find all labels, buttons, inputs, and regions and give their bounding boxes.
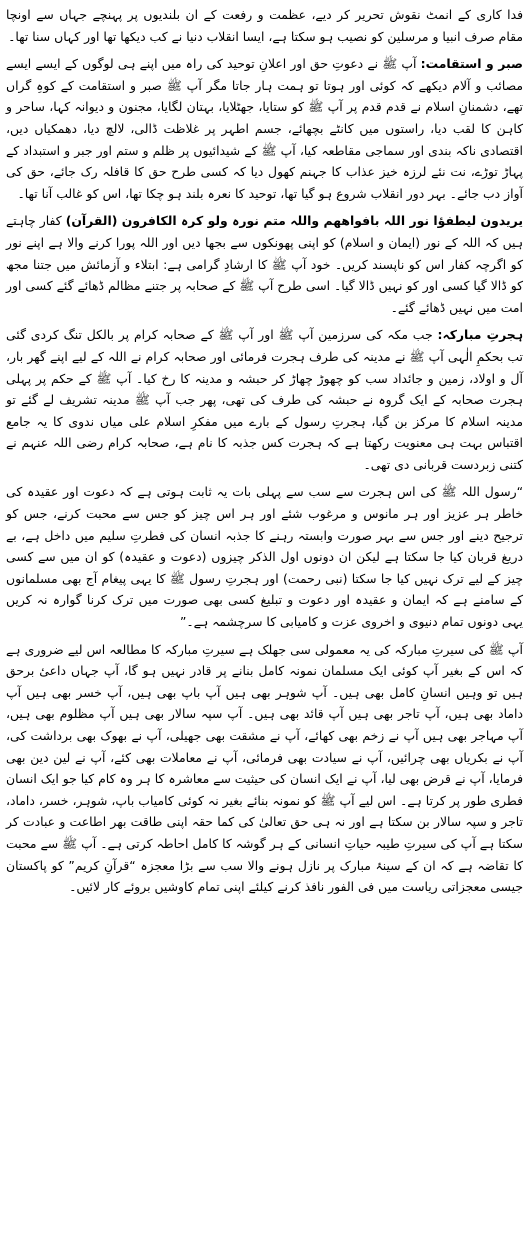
paragraph-text: آپ ﷺ کی سیرتِ مبارکہ کی یہ معمولی سی جھلک ہے سیرتِ مبارکہ کا مطالعہ اس لیے ضروری ہے کہ اس کے بغیر آپ کوئی ایک مسلمان نمونہ کامل بنانے پر قادر نہیں ہو گا، آپ جہاں داعیٔ برحق ہیں تو وہیں انسانِ کامل بھی ہیں۔ آپ شوہر بھی ہیں آپ باپ بھی ہیں، آپ خسر بھی ہیں آپ داماد بھی ہیں، آپ تاجر بھی ہیں آپ قائد بھی ہیں۔ آپ سپہ سالار بھی ہیں آپ مظلوم بھی ہیں، آپ مہاجر بھی ہیں آپ نے زخم بھی کھائے، آپ نے مشقت بھی جھیلی، آپ نے بھوک بھی برداشت کی، آپ نے بکریاں بھی چرائیں، آپ نے سیادت بھی فرمائی، آپ نے معاملات بھی کئے، آپ نے لین دین بھی فرمایا، آپ نے قرض بھی لیا، آپ نے ایک انسان کی حیثیت سے معاشرہ کا ہر وہ کام کیا جو ایک انسان فطری طور پر کرتا ہے۔ اس لیے آپ ﷺ کو نمونہ بنائے بغیر نہ کوئی کامیاب باپ، شوہر، خسر، داماد، تاجر و سپہ سالار بن سکتا ہے اور نہ ہی حق تعالیٰ کی کما حقہ اپنی طاقت بھر اطاعت و عبادت کر سکتا ہے آپ کی سیرتِ طیبہ حیاتِ انسانی کے ہر گوشہ کا کامل احاطہ کرتی ہے۔ آپ ﷺ سے محبت کا تقاضہ ہے کہ ان کے سینۂ مبارک پر نازل ہونے والا سب سے بڑا معجزہ “قرآنِ کریم” کو پاکستان جیسی معجزاتی ریاست میں فی الفور نافذ کرنے کیلئے اپنی تمام کاوشیں بروئے کار لائیں۔ — [6, 641, 523, 895]
paragraph-heading: صبر و استقامت: — [420, 56, 523, 72]
paragraph-text: آپ ﷺ نے دعوتِ حق اور اعلانِ توحید کی راہ میں اپنے ہی لوگوں کے ایسے ایسے مصائب و آلام دیکھے کہ کوئی اور ہوتا تو ہمت ہار جاتا مگر آپ ﷺ صبر و استقامت کے کوہِ گراں تھے، دشمنانِ اسلام نے قدم قدم پر آپ ﷺ کو ستایا، جھٹلایا، بہتان لگایا، مجنون و دیوانہ کہا، ساحر و کاہن کا لقب دیا، راستوں میں کانٹے بچھائے، جسم اطہر پر غلاظت ڈالی، لالچ دیا، دھمکیاں دیں، اقتصادی ناکہ بندی اور سماجی مقاطعہ کیا، آپ ﷺ کے شیدائیوں پر ظلم و ستم اور جبر و استبداد کے پہاڑ توڑے، نت نئے لرزہ خیز عذاب کا جہنم کھول دیا کہ کسی طرح حق کا قافلہ رک جائے، حق کی آواز دب جائے۔ بہر دور انقلاب شروع ہو گیا تھا، توحید کا نعرہ بلند ہو چکا تھا، اس کو غالب آنا تھا۔ — [6, 56, 523, 201]
paragraph-hijrat — [6, 324, 523, 475]
paragraph-sabr-o-istiqamat — [6, 53, 523, 204]
paragraph-seerat — [6, 639, 523, 898]
paragraph-text: فدا کاری کے انمٹ نقوش تحریر کر دیے، عظمت و رفعت کے ان بلندیوں پر پہنچے جہاں سے اونچا مقام صرف انبیا و مرسلین کو نصیب ہو سکتا ہے، ایسا انقلاب دنیا نے کب دیکھا تھا اور کہاں سنا تھا۔ — [6, 7, 523, 44]
paragraph-quotation — [6, 481, 523, 632]
paragraph-text: جب مکہ کی سرزمین آپ ﷺ اور آپ ﷺ کے صحابہ کرام پر بالکل تنگ کردی گئی تب بحکمِ الٰہی آپ ﷺ نے مدینہ کی طرف ہجرت فرمائی اور صحابہ کرام نے اللہ کے لیے اپنے گھر بار، آل و اولاد، زمین و جائداد سب کو چھوڑ چھاڑ کر حبشہ و مدینہ کا رخ کیا۔ آپ ﷺ کے حکم پر پہلی ہجرت صحابہ کے ایک گروہ نے حبشہ کی طرف کی تھی، پھر جب آپ ﷺ مدینہ تشریف لے گئے تو مدینہ اسلام کا مرکز بن گیا، ہجرتِ رسول کے بارے میں مفکرِ اسلام علی میاں ندوی کا یہ جامع اقتباس بہت ہی معنویت رکھتا ہے کہ ہجرت کس جذبہ کا نام ہے، صحابہ کرام رضی اللہ عنہم نے کتنی زبردست قربانی دی تھی۔ — [6, 327, 523, 472]
quran-verse: یریدون لیطفؤا نور اللہ بافواھھم واللہ متم نورہ ولو کرہ الکافرون (القرآن) — [65, 213, 524, 229]
document-page — [6, 4, 523, 1254]
paragraph-heading: ہجرتِ مبارکہ: — [437, 327, 523, 343]
quotation-text: “رسول اللہ ﷺ کی اس ہجرت سے سب سے پہلی بات یہ ثابت ہوتی ہے کہ دعوت اور عقیدہ کی خاطر ہر عزیز اور ہر مانوس و مرغوب شئے اور ہر اس چیز کو جس سے محبت کرنے، جس کو ترجیح دینے اور جس سے بہر صورت وابستہ رہنے کا جذبہ انسان کی فطرتِ سلیم میں داخل ہے، بے دریغ قربان کیا جا سکتا ہے لیکن ان دونوں اول الذکر چیزوں (دعوت و عقیدہ) کو ان میں سے کسی چیز کے لیے ترک نہیں کیا جا سکتا (نبی رحمت) اور ہجرتِ رسول ﷺ کا یہی پیغام آج بھی مسلمانوں کے سامنے ہے کہ ایمان و عقیدہ اور دعوت و تبلیغ کسی بھی صورت میں ترک کرنا گوارہ نہ کریں یہی دونوں تمام دنیوی و اخروی عزت و کامیابی کا سرچشمہ ہے۔” — [6, 484, 523, 630]
paragraph-opening — [6, 4, 523, 47]
paragraph-text: کفار چاہتے ہیں کہ اللہ کے نور (ایمان و اسلام) کو اپنی پھونکوں سے بجھا دیں اور اللہ پورا کرنے والا ہے اپنے نور کو اگرچہ کفار اس کو ناپسند کریں۔ خود آپ ﷺ کا ارشادِ گرامی ہے: ابتلاء و آزمائش میں جتنا مجھ کو ڈالا گیا کسی اور کو نہیں ڈالا گیا۔ اسی طرح آپ ﷺ کے صحابہ پر جتنے مظالم ڈھائے گئے کسی اور امت میں نہیں ڈھائے گئے۔ — [6, 213, 523, 315]
paragraph-quran-verse — [6, 210, 523, 318]
